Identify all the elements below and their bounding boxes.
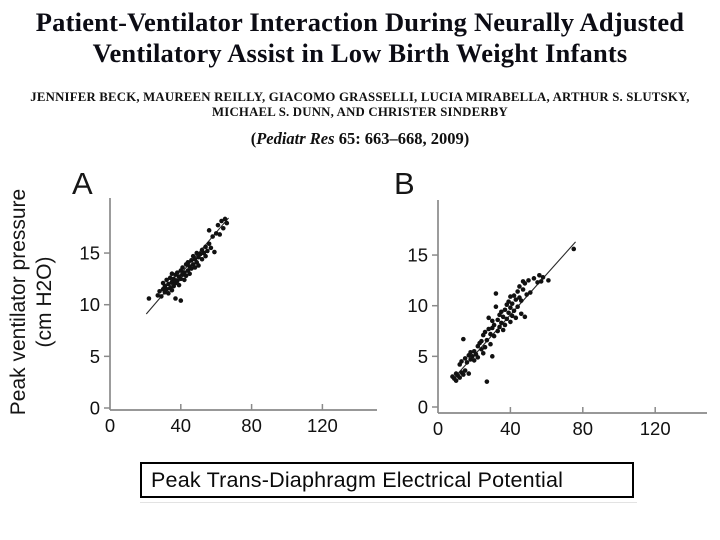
- faint-divider-line: [140, 502, 637, 503]
- scatter-point: [528, 290, 533, 295]
- scatter-point: [495, 329, 500, 334]
- scatter-point: [503, 323, 508, 328]
- author-list: [0, 90, 720, 119]
- scatter-point: [177, 283, 182, 288]
- scatter-point: [170, 288, 175, 293]
- y-tick-label: 5: [417, 345, 428, 367]
- scatter-point: [515, 304, 520, 309]
- scatter-point: [483, 345, 488, 350]
- scatter-point: [523, 315, 528, 320]
- scatter-point: [523, 281, 528, 286]
- x-tick-label: 120: [306, 415, 338, 436]
- scatter-point: [476, 355, 481, 360]
- citation-journal-name: Pediatr Res: [256, 129, 335, 148]
- scatter-point: [571, 247, 576, 252]
- y-axis-label: [6, 189, 58, 415]
- scatter-point: [495, 318, 500, 323]
- scatter-point: [454, 378, 459, 383]
- panel-label-a: A: [72, 166, 93, 201]
- scatter-point: [508, 305, 513, 310]
- scatter-point: [166, 291, 171, 296]
- y-tick-label: 10: [407, 295, 428, 317]
- scatter-point: [481, 351, 486, 356]
- scatter-point: [512, 293, 517, 298]
- scatter-point: [173, 296, 178, 301]
- y-axis-label-wrap: [0, 163, 64, 441]
- x-tick-label: 0: [104, 415, 116, 436]
- scatter-point: [207, 228, 212, 233]
- scatter-point: [526, 278, 531, 283]
- scatter-point: [541, 275, 546, 280]
- x-tick-label: 80: [241, 415, 262, 436]
- citation-volume-pages: 65: 663–668, 2009): [334, 129, 470, 148]
- paper-title-line-1: Patient-Ventilator Interaction During Neurally Adjusted: [35, 7, 685, 37]
- x-tick-label: 80: [572, 418, 594, 439]
- panel-label-b: B: [394, 166, 415, 201]
- author-list-line-2: MICHAEL S. DUNN, AND CHRISTER SINDERBY: [212, 104, 508, 119]
- scatter-point: [187, 271, 192, 276]
- scatter-point: [461, 372, 466, 377]
- scatter-point: [486, 316, 491, 321]
- scatter-point: [196, 263, 201, 268]
- y-tick-label: 10: [79, 294, 100, 316]
- scatter-point: [180, 265, 185, 270]
- scatter-point: [179, 298, 184, 303]
- scatter-point: [472, 358, 477, 363]
- scatter-point: [203, 254, 208, 259]
- y-tick-label: 0: [417, 396, 428, 418]
- scatter-point: [205, 249, 210, 254]
- scatter-point: [492, 323, 497, 328]
- scatter-point: [463, 356, 468, 361]
- y-tick-label: 15: [407, 244, 428, 266]
- scatter-point: [546, 278, 551, 283]
- scatter-point: [506, 310, 511, 315]
- scatter-point: [503, 307, 508, 312]
- author-list-line-1: JENNIFER BECK, MAUREEN REILLY, GIACOMO GRASSELLI, LUCIA MIRABELLA, ARTHUR S. SLUTSKY,: [30, 90, 690, 104]
- scatter-point: [532, 276, 537, 281]
- scatter-point: [217, 232, 222, 237]
- scatter-point: [485, 338, 490, 343]
- scatter-point: [200, 257, 205, 262]
- scatter-point: [483, 330, 488, 335]
- scatter-point: [209, 246, 214, 251]
- scatter-point: [159, 294, 164, 299]
- paper-title: [0, 7, 720, 69]
- scatter-point: [510, 301, 515, 306]
- x-tick-label: 120: [639, 418, 671, 439]
- x-tick-label: 40: [500, 418, 521, 439]
- y-tick-label: 15: [79, 242, 100, 264]
- scatter-point: [512, 308, 517, 313]
- scatter-point: [514, 316, 519, 321]
- scatter-point: [221, 226, 226, 231]
- scatter-point: [497, 325, 502, 330]
- scatter-point: [508, 320, 513, 325]
- scatter-point: [207, 241, 212, 246]
- scatter-point: [216, 223, 221, 228]
- scatter-point: [479, 339, 484, 344]
- scatter-point: [492, 334, 497, 339]
- y-axis-label-line-1: Peak ventilator pressure: [7, 188, 31, 416]
- x-tick-label: 40: [170, 415, 192, 436]
- scatter-point: [519, 298, 524, 303]
- paper-title-line-2: Ventilatory Assist in Low Birth Weight Infants: [92, 38, 628, 68]
- journal-citation: [0, 129, 720, 149]
- y-axis-label-line-2: (cm H2O): [33, 256, 57, 348]
- citation-open-paren: (: [250, 129, 257, 148]
- scatter-point: [212, 250, 217, 255]
- scatter-point: [210, 234, 215, 239]
- scatter-point: [515, 289, 520, 294]
- scatter-point: [488, 342, 493, 347]
- scatter-point: [490, 319, 495, 324]
- scatter-plot-panel-b: [390, 190, 720, 455]
- scatter-point: [465, 360, 470, 365]
- x-axis-label: Peak Trans-Diaphragm Electrical Potential: [151, 468, 564, 492]
- scatter-point: [223, 217, 228, 222]
- scatter-point: [225, 221, 230, 226]
- scatter-point: [490, 354, 495, 359]
- scatter-plot-panel-a: [60, 190, 392, 455]
- scatter-point: [517, 284, 522, 289]
- scatter-point: [463, 368, 468, 373]
- scatter-point: [504, 317, 509, 322]
- scatter-point: [457, 375, 462, 380]
- scatter-point: [485, 379, 490, 384]
- x-axis-label-box: [140, 462, 634, 498]
- scatter-point: [182, 278, 187, 283]
- scatter-point: [494, 304, 499, 309]
- scatter-point: [521, 287, 526, 292]
- scatter-point: [203, 245, 208, 250]
- scatter-point: [539, 279, 544, 284]
- scatter-point: [494, 291, 499, 296]
- scatter-point: [466, 371, 471, 376]
- y-tick-label: 0: [89, 397, 100, 419]
- scatter-point: [459, 359, 464, 364]
- scatter-point: [519, 312, 524, 317]
- y-tick-label: 5: [89, 345, 100, 367]
- scatter-point: [461, 337, 466, 342]
- x-tick-label: 0: [432, 418, 444, 439]
- scatter-point: [501, 328, 506, 333]
- scatter-point: [147, 296, 152, 301]
